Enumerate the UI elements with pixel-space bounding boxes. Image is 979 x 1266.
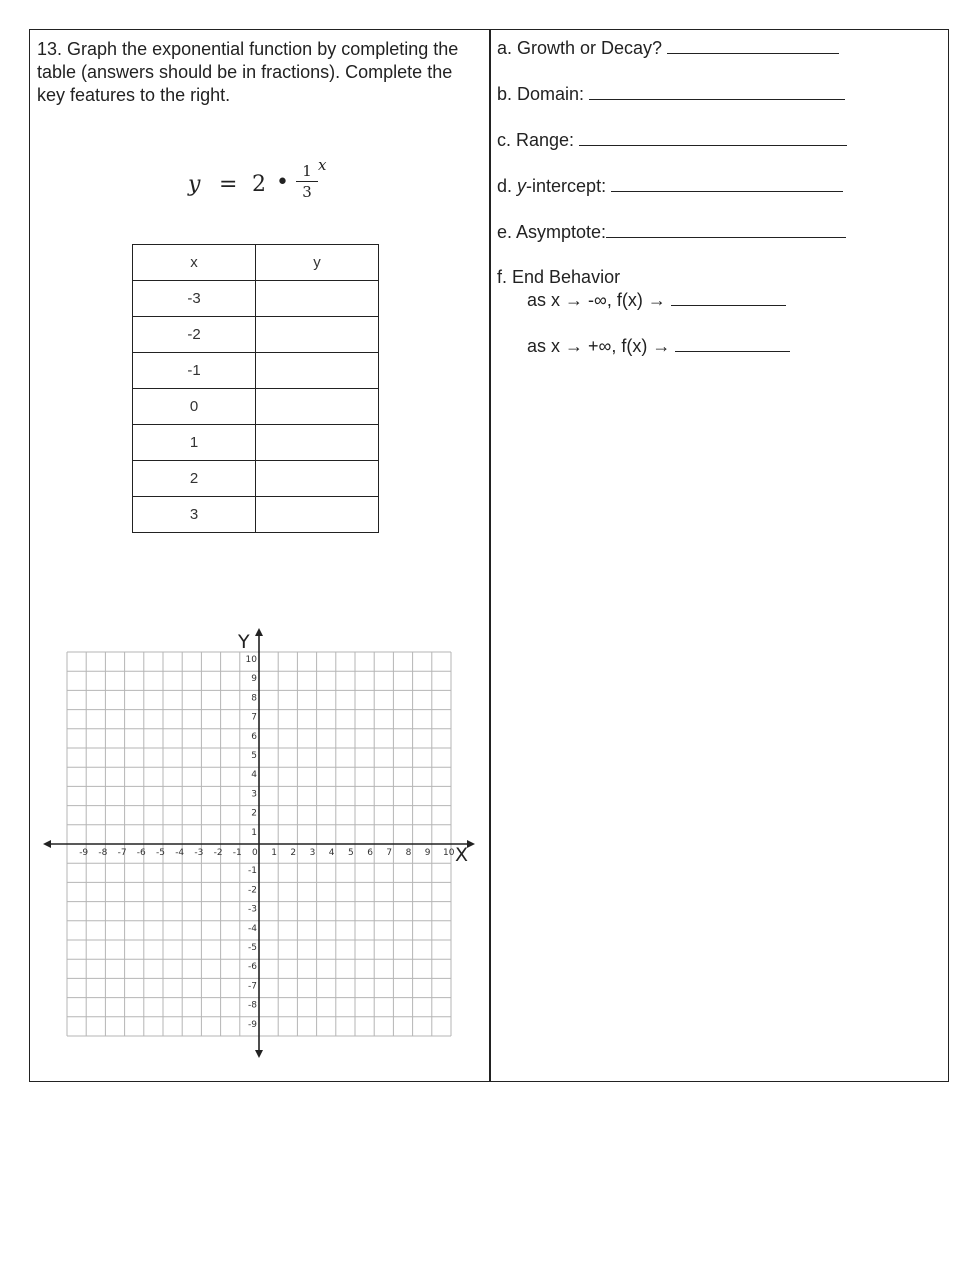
y-answer-cell[interactable] — [256, 497, 379, 533]
x-tick-label: -9 — [79, 848, 89, 858]
x-tick-label: 3 — [309, 848, 316, 858]
y-axis-bottom-arrow — [255, 1050, 263, 1058]
equation-equals: = — [219, 172, 238, 197]
equation-fraction — [296, 162, 318, 201]
y-answer-cell[interactable] — [256, 461, 379, 497]
y-axis-top-arrow — [255, 628, 263, 636]
y-tick-label: 2 — [251, 808, 257, 819]
x-tick-label: 7 — [386, 848, 393, 858]
y-intercept-blank[interactable] — [611, 177, 843, 192]
x-tick-label: 4 — [328, 848, 335, 858]
end-behavior-left — [527, 290, 786, 311]
equation-variable: y — [188, 172, 201, 197]
equation-exponent: x — [318, 156, 327, 174]
end-behavior-heading: f. End Behavior — [497, 267, 621, 287]
x-cell: 2 — [133, 461, 256, 497]
domain-item — [497, 84, 845, 105]
table-row — [133, 389, 379, 425]
x-axis-right-arrow — [467, 840, 475, 848]
fraction-denominator: 3 — [302, 183, 312, 201]
y-axis-label: Y — [238, 631, 250, 653]
x-tick-label: 0 — [252, 848, 258, 858]
x-cell: 3 — [133, 497, 256, 533]
y-tick-label: -5 — [248, 943, 257, 953]
end-left-label: as x → -∞, f(x) → — [527, 290, 666, 310]
range-blank[interactable] — [579, 131, 847, 146]
y-column-header: y — [256, 245, 379, 281]
growth-decay-blank[interactable] — [667, 39, 839, 54]
table-row — [133, 425, 379, 461]
x-column-header: x — [133, 245, 256, 281]
x-tick-label: 6 — [367, 848, 373, 858]
x-tick-label: -3 — [194, 848, 204, 858]
equation-base: 2 — [252, 172, 266, 197]
x-tick-label: 10 — [443, 848, 455, 858]
y-tick-label: -2 — [248, 885, 257, 896]
y-tick-label: 5 — [251, 751, 257, 761]
column-divider — [489, 29, 491, 1082]
y-answer-cell[interactable] — [256, 317, 379, 353]
x-tick-label: 1 — [271, 848, 277, 858]
table-row — [133, 353, 379, 389]
end-left-blank[interactable] — [671, 291, 786, 306]
y-tick-label: 9 — [251, 674, 257, 685]
table-row — [133, 497, 379, 533]
end-behavior-right — [527, 336, 790, 357]
x-tick-label: -7 — [117, 848, 127, 858]
growth-decay-label: a. Growth or Decay? — [497, 38, 663, 58]
x-tick-label: 5 — [348, 848, 354, 858]
x-cell: -1 — [133, 353, 256, 389]
table-row — [133, 281, 379, 317]
table-row — [133, 461, 379, 497]
y-intercept-label: -intercept: — [526, 176, 607, 196]
y-intercept-item — [497, 176, 843, 197]
y-tick-label: 3 — [251, 789, 257, 800]
end-right-label: as x → +∞, f(x) → — [527, 336, 671, 356]
problem-prompt: 13. Graph the exponential function by completing the table (answers should be in fractions). Complete the key features to the right. — [37, 39, 459, 105]
y-tick-label: 1 — [251, 827, 257, 838]
x-tick-label: 2 — [290, 848, 297, 858]
x-cell: -2 — [133, 317, 256, 353]
y-intercept-prefix: d. — [497, 176, 513, 196]
y-answer-cell[interactable] — [256, 353, 379, 389]
x-cell: -3 — [133, 281, 256, 317]
domain-label: b. Domain: — [497, 84, 585, 104]
x-tick-label: 8 — [405, 848, 412, 858]
asymptote-label: e. Asymptote: — [497, 222, 607, 242]
y-answer-cell[interactable] — [256, 281, 379, 317]
y-tick-label: 7 — [251, 712, 257, 723]
y-tick-label: 10 — [245, 655, 257, 665]
x-tick-label: -5 — [156, 848, 165, 858]
y-tick-label: -6 — [248, 962, 257, 973]
domain-blank[interactable] — [589, 85, 845, 100]
y-answer-cell[interactable] — [256, 425, 379, 461]
x-tick-label: -8 — [98, 848, 108, 858]
asymptote-blank[interactable] — [606, 223, 846, 238]
equation-operator: • — [276, 170, 289, 195]
y-tick-label: -1 — [248, 866, 257, 877]
y-tick-label: -7 — [248, 981, 257, 992]
x-tick-label: -1 — [232, 848, 242, 858]
x-tick-label: -6 — [136, 848, 146, 858]
y-tick-label: -9 — [248, 1019, 257, 1030]
x-axis-label: X — [455, 844, 469, 866]
y-tick-label: 4 — [251, 770, 257, 781]
x-tick-label: 9 — [424, 848, 431, 858]
x-cell: 0 — [133, 389, 256, 425]
y-tick-label: -4 — [248, 923, 257, 934]
x-axis-left-arrow — [43, 840, 51, 848]
table-header-row — [133, 245, 379, 281]
values-table — [132, 244, 379, 533]
y-tick-label: 8 — [251, 693, 257, 704]
y-intercept-variable: y — [517, 176, 527, 196]
end-right-blank[interactable] — [675, 337, 790, 352]
x-tick-label: -4 — [175, 848, 185, 858]
y-tick-label: -8 — [248, 1000, 257, 1011]
y-answer-cell[interactable] — [256, 389, 379, 425]
y-tick-label: -3 — [248, 904, 257, 915]
y-tick-label: 6 — [251, 731, 257, 742]
asymptote-item — [497, 222, 846, 243]
x-cell: 1 — [133, 425, 256, 461]
x-tick-label: -2 — [213, 848, 223, 858]
coordinate-grid[interactable] — [40, 628, 480, 1063]
fraction-numerator: 1 — [296, 162, 318, 182]
range-item — [497, 130, 847, 151]
range-label: c. Range: — [497, 130, 575, 150]
growth-decay-item — [497, 38, 839, 59]
table-row — [133, 317, 379, 353]
